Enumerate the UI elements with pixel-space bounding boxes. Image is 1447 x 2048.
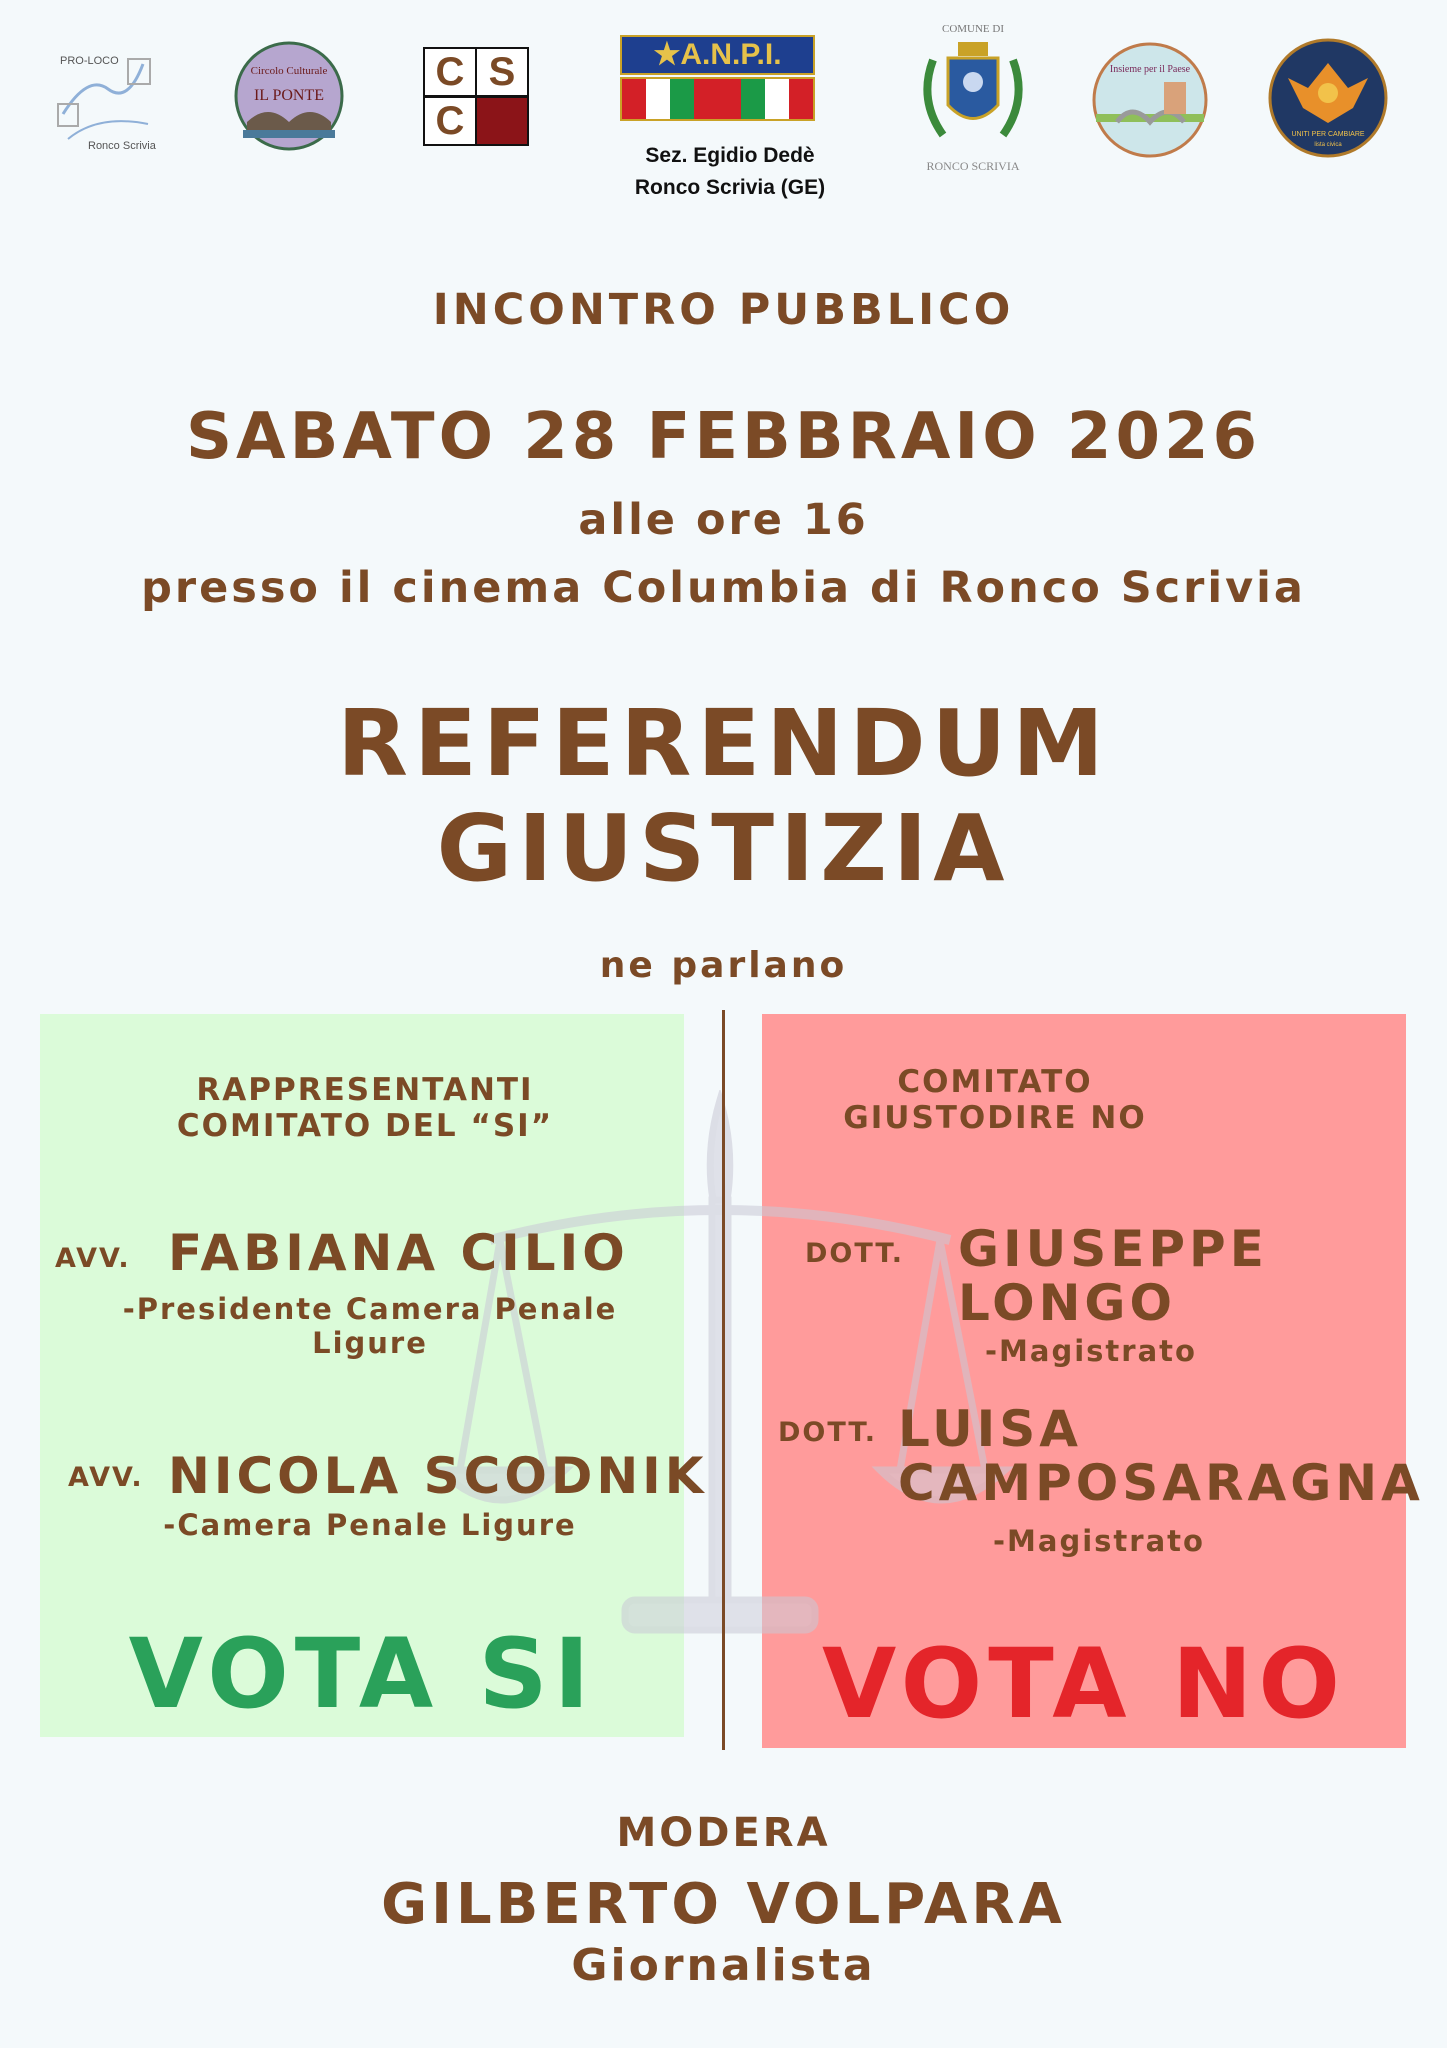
speakers-intro: ne parlano [599,945,848,986]
anpi-caption: Sez. Egidio Dedè Ronco Scrivia (GE) [634,144,826,199]
si-committee: RAPPRESENTANTI COMITATO DEL “SI” [176,1072,554,1144]
comune-logo [898,20,1048,180]
uniti-logo [1268,38,1388,158]
vote-no: VOTA NO [822,1628,1346,1740]
svg-text:Insieme per il Paese: Insieme per il Paese [1109,64,1191,75]
no-speaker2-title: DOTT. [778,1417,877,1448]
event-time: alle ore 16 [578,495,869,545]
moderator-name: GILBERTO VOLPARA [381,1872,1066,1937]
svg-text:Ronco Scrivia: Ronco Scrivia [88,140,156,152]
no-speaker1-name: GIUSEPPE LONGO [958,1220,1268,1332]
svg-text:UNITI PER CAMBIARE: UNITI PER CAMBIARE [1291,131,1365,138]
title-line-2: GIUSTIZIA [436,795,1011,902]
event-heading: INCONTRO PUBBLICO [432,285,1015,335]
si-speaker1-name: FABIANA CILIO [168,1224,629,1282]
title-line-1: REFERENDUM [337,690,1110,797]
svg-text:RONCO SCRIVIA: RONCO SCRIVIA [926,159,1020,173]
vote-si: VOTA SI [128,1618,596,1730]
no-speaker1-title: DOTT. [805,1238,904,1269]
si-speaker2-name: NICOLA SCODNIK [168,1447,708,1505]
event-date: SABATO 28 FEBBRAIO 2026 [185,400,1262,474]
anpi-logo: ★A.N.P.I. [620,35,815,123]
csc-logo: C S C [423,47,528,145]
si-speaker1-role: -Presidente Camera Penale Ligure [122,1292,618,1360]
scales-icon [430,1090,1030,1670]
svg-text:COMUNE DI: COMUNE DI [941,23,1005,35]
proloco-logo [48,44,163,154]
panel-divider [722,1010,725,1750]
svg-text:PRO-LOCO: PRO-LOCO [60,55,119,67]
ilponte-logo [233,40,345,152]
moderator-role: Giornalista [571,1940,876,1991]
no-speaker1-role: -Magistrato [985,1334,1197,1368]
si-speaker2-role: -Camera Penale Ligure [163,1508,577,1542]
insieme-logo [1092,42,1208,158]
no-speaker2-name: LUISA CAMPOSARAGNA [898,1400,1424,1512]
svg-text:IL PONTE: IL PONTE [253,87,325,104]
si-speaker1-title: AVV. [55,1243,131,1274]
si-speaker2-title: AVV. [68,1462,144,1493]
svg-text:lista civica: lista civica [1314,142,1342,148]
no-speaker2-role: -Magistrato [993,1524,1205,1558]
star-icon: ★ [653,38,681,71]
moderator-label: MODERA [616,1810,831,1856]
event-place: presso il cinema Columbia di Ronco Scrivia [141,563,1306,613]
svg-text:Circolo Culturale: Circolo Culturale [250,65,328,77]
no-committee: COMITATO GIUSTODIRE NO [843,1064,1147,1136]
